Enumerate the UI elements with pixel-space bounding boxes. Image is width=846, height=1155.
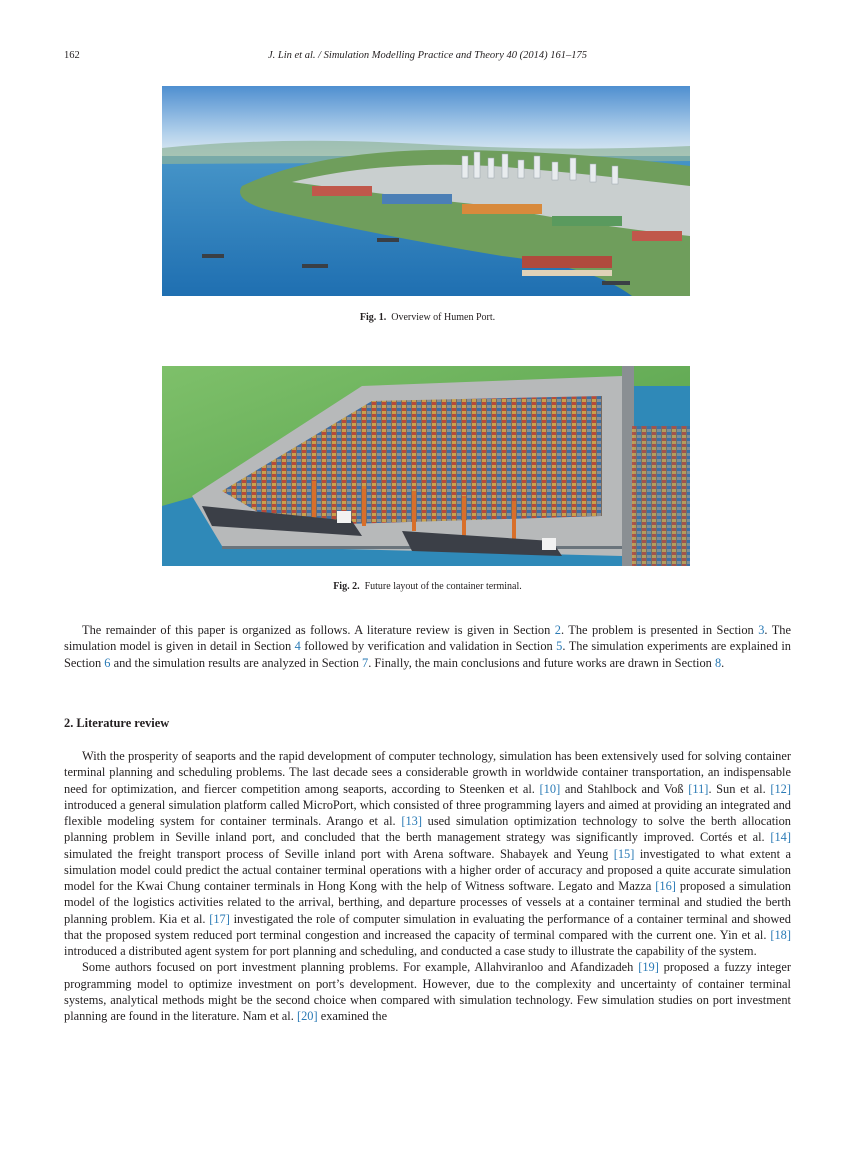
text-span: . The problem is presented in Section bbox=[560, 623, 759, 637]
text-span: . Finally, the main conclusions and future works are drawn in Section bbox=[368, 655, 715, 670]
citation-link-10[interactable]: [10] bbox=[539, 781, 561, 796]
section-heading: 2. Literature review bbox=[64, 716, 170, 730]
section-link-7[interactable]: 7 bbox=[362, 655, 369, 670]
figure-2-terminal-layout-image bbox=[162, 366, 690, 566]
citation-link-20[interactable]: [20] bbox=[296, 1009, 318, 1023]
text-span: and the simulation results are analyzed in Section bbox=[110, 655, 362, 670]
text-span: With the prosperity of seaports and the rapid development of computer technology, simulation has been extensively used for solving container terminal planning and scheduling problems. The last decade sees a considerable growth in worldwide container transportation, an indispensable need for optimization, and fiercer competition among seaports, according to Steenken et al. bbox=[64, 749, 791, 796]
citation-link-15[interactable]: [15] bbox=[613, 846, 635, 861]
figure-2-caption-text: Future layout of the container terminal. bbox=[364, 581, 522, 592]
section-link-3[interactable]: 3 bbox=[758, 623, 765, 637]
text-span: and Stahlbock and Voß bbox=[560, 781, 689, 796]
text-span: introduced a distributed agent system for port planning and scheduling, and conducted a case study to illustrate the capability of the system. bbox=[64, 944, 757, 958]
section-link-4[interactable]: 4 bbox=[294, 639, 301, 654]
text-span: introduced a general simulation platform called MicroPort, which consisted of three programming layers and aimed at providing an integrated and flexible modeling system for container terminals. Arango et al. bbox=[64, 797, 791, 828]
port-overview-illustration bbox=[162, 86, 690, 296]
citation-link-16[interactable]: [16] bbox=[655, 879, 676, 893]
journal-citation: J. Lin et al. / Simulation Modelling Practice and Theory 40 (2014) 161–175 bbox=[267, 50, 588, 61]
text-span: followed by verification and validation in Section bbox=[300, 639, 557, 654]
literature-paragraph-1 bbox=[64, 748, 791, 959]
intro-paragraph-block bbox=[64, 622, 791, 671]
section-link-5[interactable]: 5 bbox=[556, 639, 563, 654]
figure-1-label: Fig. 1. bbox=[359, 312, 387, 323]
text-span: . bbox=[721, 655, 725, 670]
text-span: . Sun et al. bbox=[708, 781, 771, 796]
citation-link-14[interactable]: [14] bbox=[770, 830, 791, 845]
text-span: simulated the freight transport process of Seville inland port with Arena software. Shabayek and Yeung bbox=[64, 846, 614, 861]
text-span: . The simulation experiments are explained in Section bbox=[64, 639, 791, 670]
text-span: proposed a simulation model of the logistics activities related to the arrival, berthing, and departure processes of vessels at a container terminal and studied the berth planning problem. Kia et al. bbox=[64, 879, 791, 926]
paper-organization-paragraph bbox=[64, 622, 791, 671]
figure-2-label: Fig. 2. bbox=[333, 581, 360, 592]
literature-review-body bbox=[64, 748, 791, 1024]
text-span: examined the bbox=[317, 1009, 388, 1023]
citation-link-18[interactable]: [18] bbox=[770, 927, 791, 942]
section-link-2[interactable]: 2 bbox=[554, 623, 561, 637]
figure-2-caption bbox=[64, 581, 791, 592]
text-span: investigated the role of computer simulation in evaluating the performance of a container terminal and showed that the proposed system reduced port terminal congestion and increased the capacity of terminal compared with the current one. Yin et al. bbox=[64, 911, 791, 942]
citation-link-13[interactable]: [13] bbox=[401, 814, 422, 828]
running-head bbox=[64, 50, 791, 66]
citation-link-12[interactable]: [12] bbox=[770, 781, 791, 796]
section-link-8[interactable]: 8 bbox=[714, 655, 722, 670]
text-span: investigated to what extent a simulation model could predict the actual container terminal operations with a higher order of accuracy and proposed a quite accurate simulation model for the Kwai Chung container terminals in Hong Kong with the help of Witness software. Legato and Mazza bbox=[64, 846, 791, 893]
literature-paragraph-2 bbox=[64, 959, 791, 1024]
text-span: proposed a fuzzy integer programming model to optimize investment on port’s development. However, due to the complexity and uncertainty of container terminal systems, analytical methods might be the second choice when compared with simulation technology. Few simulation studies on port investment planning are found in the literature. Nam et al. bbox=[64, 960, 792, 1023]
text-span: . The simulation model is given in detail in Section bbox=[64, 623, 791, 654]
text-span: The remainder of this paper is organized as follows. A literature review is given in Section bbox=[82, 623, 555, 637]
figure-1-caption bbox=[64, 312, 791, 323]
citation-link-17[interactable]: [17] bbox=[209, 911, 230, 926]
figure-1-port-overview-image bbox=[162, 86, 690, 296]
citation-link-19[interactable]: [19] bbox=[638, 960, 659, 975]
page-number: 162 bbox=[64, 50, 80, 61]
terminal-layout-illustration bbox=[162, 366, 690, 566]
citation-link-11[interactable]: [11] bbox=[688, 781, 709, 796]
section-link-6[interactable]: 6 bbox=[104, 655, 111, 670]
text-span: used simulation optimization technology to solve the berth allocation planning problem in Seville inland port, and concluded that the berth management strategy was significantly improved. Cortés et al. bbox=[64, 814, 791, 845]
text-span: Some authors focused on port investment planning problems. For example, Allahviranloo and Afandizadeh bbox=[82, 960, 639, 975]
figure-1-caption-text: Overview of Humen Port. bbox=[391, 312, 496, 323]
